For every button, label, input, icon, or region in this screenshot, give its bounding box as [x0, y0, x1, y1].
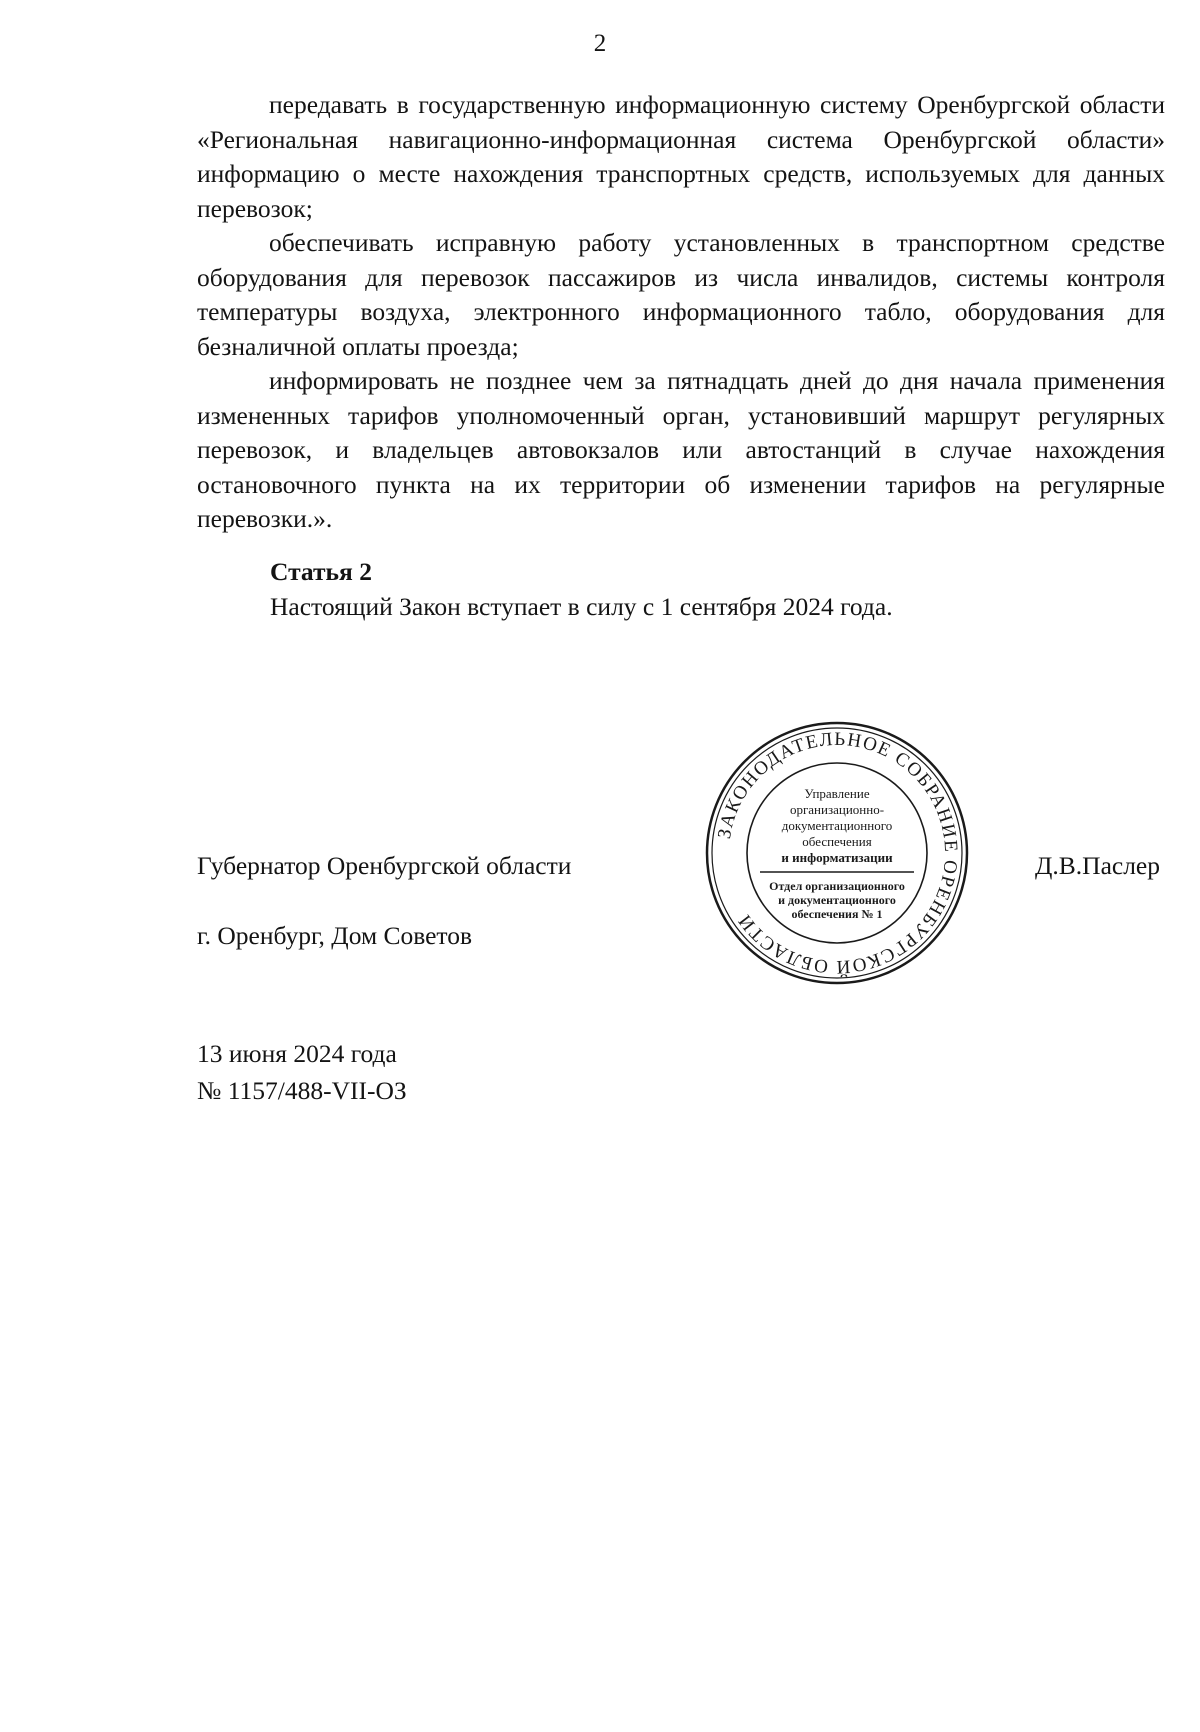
signing-place: г. Оренбург, Дом Советов: [197, 921, 473, 950]
seal-inner-line: и информатизации: [781, 850, 893, 865]
seal-department-line: и документационного: [778, 893, 896, 907]
official-seal-stamp: [702, 718, 972, 988]
issue-date: 13 июня 2024 года: [197, 1039, 397, 1068]
paragraph: передавать в государственную информационную систему Оренбургской области «Региональная навигационно-информационная система Оренбургской области» информацию о месте нахождения транспортных средств, используемых для данных перевозок;: [197, 90, 1165, 223]
seal-graphic: [702, 718, 972, 988]
seal-inner-line: организационно-: [789, 802, 885, 817]
signer-name: Д.В.Паслер: [1035, 851, 1160, 880]
seal-inner-line: документационного: [781, 818, 893, 833]
page-number: 2: [593, 30, 607, 57]
article-text: Настоящий Закон вступает в силу с 1 сентября 2024 года.: [270, 591, 893, 621]
seal-inner-line: Управление: [804, 786, 870, 801]
seal-department-line: обеспечения № 1: [791, 907, 883, 921]
article-title: Статья 2: [270, 557, 372, 586]
issue-details: [197, 1035, 407, 1109]
seal-inner-line: обеспечения: [802, 834, 872, 849]
paragraph: информировать не позднее чем за пятнадцать дней до дня начала применения измененных тарифов уполномоченный орган, установивший маршрут регулярных перевозок, и владельцев автовокзалов или автостанций в случае нахождения остановочного пункта на их территории об изменении тарифов на регулярные перевозки.».: [197, 366, 1165, 533]
signer-position: Губернатор Оренбургской области: [197, 851, 572, 880]
article-section: [270, 555, 1170, 624]
seal-department-line: Отдел организационного: [769, 879, 905, 893]
law-number: № 1157/488-VII-ОЗ: [197, 1076, 407, 1105]
paragraph: обеспечивать исправную работу установленных в транспортном средстве оборудования для перевозок пассажиров из числа инвалидов, системы контроля температуры воздуха, электронного информационного табло, оборудования для безналичной оплаты проезда;: [197, 228, 1165, 361]
seal-outer-text: ЗАКОНОДАТЕЛЬНОЕ СОБРАНИЕ ОРЕНБУРГСКОЙ ОБЛАСТИ: [713, 728, 962, 978]
document-body: [197, 88, 1165, 537]
